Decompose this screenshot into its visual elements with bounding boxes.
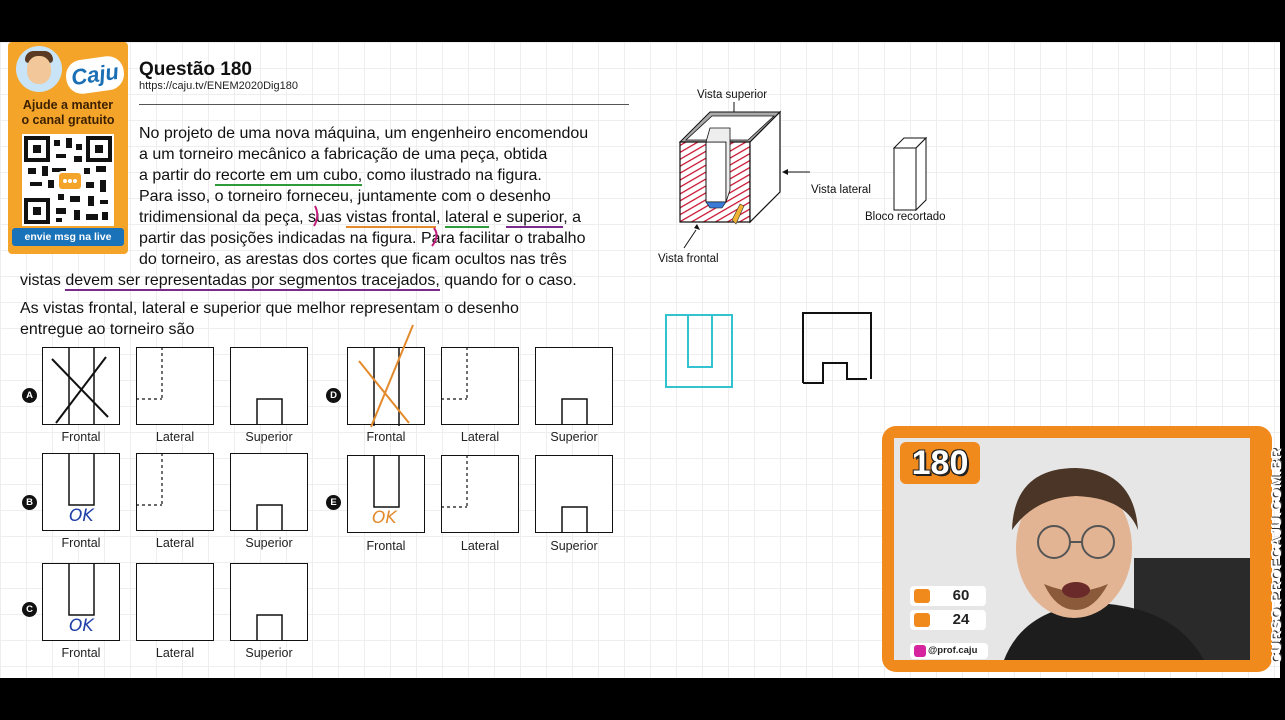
thumbs-up-icon — [914, 589, 930, 603]
highlight-lateral: lateral — [444, 209, 489, 226]
question-prompt-line-1: As vistas frontal, lateral e superior que melhor representam o desenho — [20, 300, 519, 317]
label-lateral: Lateral — [460, 539, 500, 553]
question-prompt-line-2: entregue ao torneiro são — [20, 321, 195, 338]
option-e-letter[interactable]: E — [326, 495, 341, 510]
option-b-frontal[interactable] — [42, 453, 120, 531]
label-lateral: Lateral — [460, 430, 500, 444]
label-frontal: Frontal — [366, 539, 406, 553]
option-b-superior[interactable] — [230, 453, 308, 531]
question-line-8: vistas devem ser representadas por segmentos tracejados, quando for o caso. — [20, 272, 577, 289]
highlight-tracejados: devem ser representadas por segmentos tracejados, — [65, 272, 440, 289]
option-e-lateral[interactable] — [441, 455, 519, 533]
option-e-frontal[interactable] — [347, 455, 425, 533]
promo-message: Ajude a manter o canal gratuito — [21, 98, 115, 127]
label-lateral: Lateral — [155, 536, 195, 550]
whiteboard-canvas — [0, 42, 1285, 678]
question-line-2: a um torneiro mecânico a fabricação de uma peça, obtida — [139, 146, 548, 163]
label-bloco-recortado: Bloco recortado — [865, 211, 946, 223]
question-line-4: Para isso, o torneiro forneceu, juntamente com o desenho — [139, 188, 551, 205]
sketch-frontal-view — [660, 307, 750, 397]
person-icon — [914, 613, 930, 627]
label-frontal: Frontal — [366, 430, 406, 444]
option-e-superior[interactable] — [535, 455, 613, 533]
label-lateral: Lateral — [155, 646, 195, 660]
option-a-frontal[interactable] — [42, 347, 120, 425]
label-frontal: Frontal — [61, 430, 101, 444]
brand-logo: Caju — [64, 54, 126, 96]
ok-mark-b: OK — [69, 506, 94, 526]
option-d-frontal[interactable] — [347, 347, 425, 425]
question-url[interactable]: https://caju.tv/ENEM2020Dig180 — [139, 80, 298, 92]
header-divider — [139, 104, 629, 105]
course-url-vertical[interactable]: CURSO.PROFCAJU.COM.BR — [1268, 447, 1285, 664]
label-lateral: Lateral — [155, 430, 195, 444]
webcam-feed — [894, 438, 1250, 660]
label-frontal: Frontal — [61, 536, 101, 550]
option-a-superior[interactable] — [230, 347, 308, 425]
option-d-letter[interactable]: D — [326, 388, 341, 403]
label-superior: Superior — [550, 430, 598, 444]
option-a-letter[interactable]: A — [22, 388, 37, 403]
question-line-1: No projeto de uma nova máquina, um engenheiro encomendou — [139, 125, 589, 142]
label-superior: Superior — [550, 539, 598, 553]
highlight-recorte: recorte em um cubo, — [215, 167, 363, 184]
likes-counter: 60 — [910, 586, 986, 606]
ok-mark-e: OK — [372, 508, 397, 528]
qr-code[interactable] — [22, 134, 114, 226]
question-line-5: tridimensional da peça, suas vistas frontal, lateral e superior, a — [139, 209, 582, 226]
highlight-frontal: vistas frontal — [346, 209, 437, 226]
ok-mark-c: OK — [69, 616, 94, 636]
option-c-frontal[interactable] — [42, 563, 120, 641]
option-a-lateral[interactable] — [136, 347, 214, 425]
question-line-6: partir das posições indicadas na figura. Para facilitar o trabalho — [139, 230, 586, 247]
label-vista-frontal: Vista frontal — [658, 253, 719, 265]
option-c-superior[interactable] — [230, 563, 308, 641]
option-d-superior[interactable] — [535, 347, 613, 425]
option-c-lateral[interactable] — [136, 563, 214, 641]
label-superior: Superior — [245, 536, 293, 550]
viewers-counter: 24 — [910, 610, 986, 630]
option-b-lateral[interactable] — [136, 453, 214, 531]
label-vista-lateral: Vista lateral — [811, 184, 871, 196]
mascot-avatar — [16, 46, 62, 92]
label-superior: Superior — [245, 646, 293, 660]
send-message-badge[interactable]: envie msg na live — [12, 228, 124, 246]
label-frontal: Frontal — [61, 646, 101, 660]
question-title: Questão 180 — [139, 59, 252, 80]
option-d-lateral[interactable] — [441, 347, 519, 425]
question-line-3: a partir do recorte em um cubo, como ilustrado na figura. — [139, 167, 542, 184]
option-c-letter[interactable]: C — [22, 602, 37, 617]
donation-promo-card — [8, 42, 128, 254]
label-vista-superior: Vista superior — [697, 89, 768, 101]
handwritten-marks — [300, 202, 450, 252]
instagram-handle[interactable]: @prof.caju — [910, 643, 988, 659]
label-superior: Superior — [245, 430, 293, 444]
highlight-superior: superior — [506, 209, 564, 226]
instagram-icon — [914, 645, 926, 657]
sketch-superior-view — [795, 307, 885, 397]
option-b-letter[interactable]: B — [22, 495, 37, 510]
cube-figure — [670, 102, 940, 252]
question-number-badge: 180 — [900, 442, 980, 484]
question-line-7: do torneiro, as arestas dos cortes que ficam ocultos nas três — [139, 251, 567, 268]
